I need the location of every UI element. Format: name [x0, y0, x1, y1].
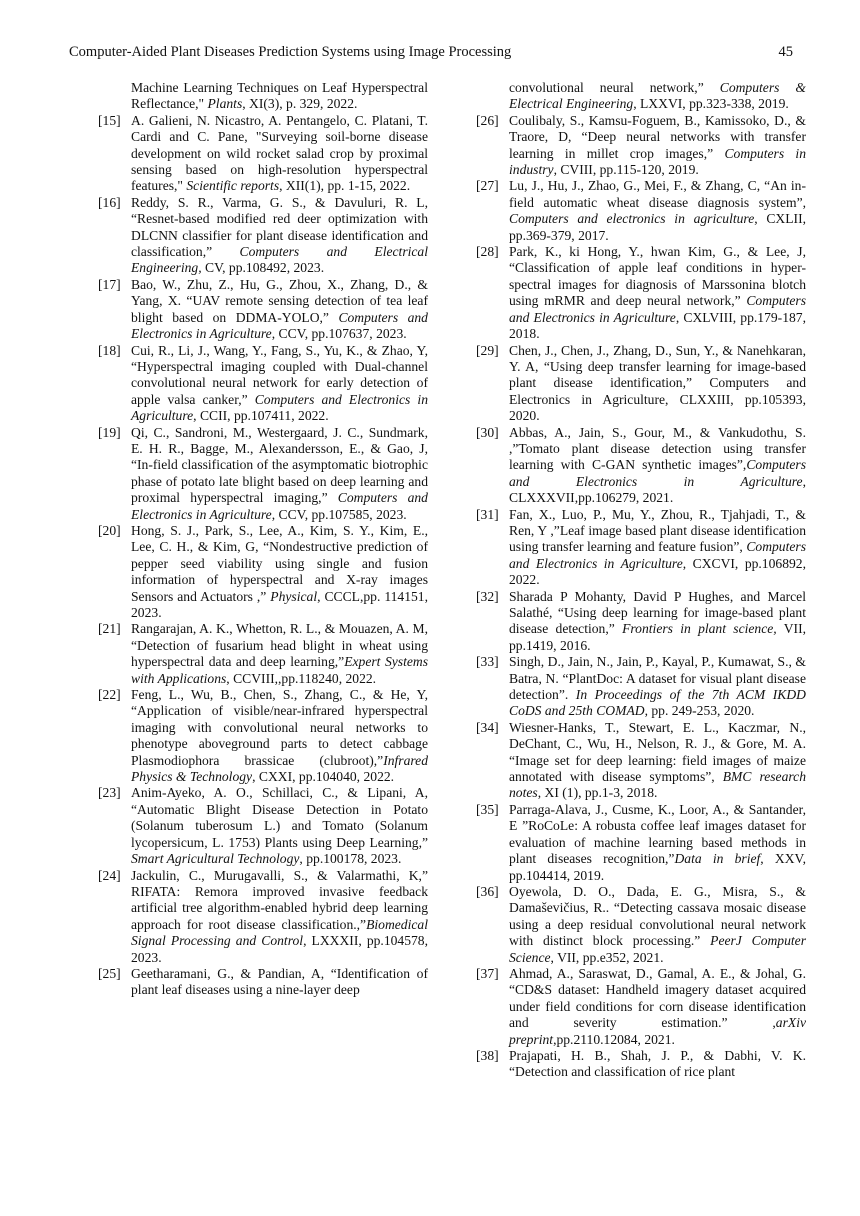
- reference-text: , CCVIII,,pp.118240, 2022.: [226, 670, 377, 686]
- reference-text: , VII, pp.e352, 2021.: [550, 949, 664, 965]
- reference-number: [29]: [476, 342, 499, 358]
- reference-text: , CLXXXVII,pp.106279, 2021.: [509, 473, 806, 506]
- reference-entry: [98, 687, 428, 785]
- running-title: Computer-Aided Plant Diseases Prediction Systems using Image Processing: [69, 44, 512, 60]
- reference-text: ,pp.2110.12084, 2021.: [553, 1031, 675, 1047]
- page-number: 45: [778, 44, 793, 60]
- reference-entry: [476, 425, 806, 507]
- running-header: [69, 44, 793, 64]
- reference-entry: [476, 802, 806, 884]
- reference-text: Feng, L., Wu, B., Chen, S., Zhang, C., & He, Y, “Application of visible/near-infrared hyperspectral imaging with convolutional neural networks to phenotype aboveground parts to detect cabbage Plasmodiophora brassicae (clubroot),”: [131, 687, 428, 768]
- reference-number: [38]: [476, 1047, 499, 1063]
- reference-number: [30]: [476, 424, 499, 440]
- reference-number: [16]: [98, 194, 121, 210]
- reference-entry: [476, 178, 806, 244]
- reference-venue: Frontiers in plant science,: [622, 621, 777, 637]
- reference-text: Bao, W., Zhu, Z., Hu, G., Zhou, X., Zhang, D., & Yang, X. “UAV remote sensing detection of tea leaf blight based on DDMA-YOLO,”: [131, 276, 428, 325]
- reference-number: [17]: [98, 276, 121, 292]
- reference-number: [23]: [98, 785, 121, 801]
- reference-entry: [98, 966, 428, 999]
- reference-entry: [476, 113, 806, 179]
- reference-number: [22]: [98, 687, 121, 703]
- reference-text: VII, pp.1419, 2016.: [509, 621, 806, 653]
- reference-entry: [476, 720, 806, 802]
- reference-number: [36]: [476, 883, 499, 899]
- reference-text: , pp. 249-253, 2020.: [644, 703, 755, 719]
- reference-text: Reddy, S. R., Varma, G. S., & Davuluri, R. L, “Resnet-based modified red deer optimization with DLCNN classifier for plant disease identification and classification,”: [131, 194, 428, 260]
- reference-text: , CXCVI, pp.106892, 2022.: [509, 555, 806, 588]
- reference-text: Coulibaly, S., Kamsu-Foguem, B., Kamissoko, D., & Traore, D, “Deep neural networks with transfer learning in millet crop images,”: [509, 112, 806, 161]
- reference-venue: Data in brief: [674, 851, 761, 867]
- reference-entry: [476, 654, 806, 720]
- reference-venue: Scientific reports: [186, 178, 280, 194]
- reference-text: Singh, D., Jain, N., Jain, P., Kayal, P., Kumawat, S., & Batra, N. “PlantDoc: A dataset for visual plant disease detection”.: [509, 654, 806, 703]
- reference-entry: [476, 343, 806, 425]
- reference-entry: [476, 966, 806, 1048]
- reference-entry: [98, 868, 428, 966]
- reference-text: Parraga-Alava, J., Cusme, K., Loor, A., & Santander, E ”RoCoLe: A robusta coffee leaf images dataset for evaluation of machine learning based methods in plant diseases recognition,”: [509, 801, 806, 867]
- reference-venue: In Proceedings of the 7th ACM IKDD CoDS and 25th COMAD: [509, 687, 806, 719]
- reference-text: Rangarajan, A. K., Whetton, R. L., & Mouazen, A. M, “Detection of fusarium head blight in wheat using hyperspectral data and deep learning,”: [131, 621, 428, 670]
- reference-number: [21]: [98, 621, 121, 637]
- reference-text: Jackulin, C., Murugavalli, S., & Valarmathi, K,” RIFATA: Remora improved invasive feedback artificial tree algorithm-enabled hybrid deep learning approach for root disease classification.,”: [131, 867, 428, 932]
- reference-text: A. Galieni, N. Nicastro, A. Pentangelo, C. Platani, T. Cardi and C. Pane, "Surveying soil-borne disease development on wild rocket salad crop by proximal sensing based on high-resolution hyperspectral features,": [131, 112, 428, 194]
- reference-number: [34]: [476, 719, 499, 735]
- reference-text: , CCCL,pp. 114151, 2023.: [131, 588, 428, 620]
- reference-venue: Smart Agricultural Technology: [131, 851, 300, 867]
- reference-text: convolutional neural network,”: [509, 80, 720, 95]
- reference-venue: Computers and Electronics in Agriculture: [131, 391, 428, 424]
- reference-text: , LXXVI, pp.323-338, 2019.: [633, 96, 789, 112]
- reference-venue: Computers and Electronics in Agriculture: [509, 457, 806, 489]
- reference-venue: Biomedical Signal Processing and Control: [131, 916, 428, 949]
- reference-entry: [476, 884, 806, 966]
- reference-entry: [476, 1048, 806, 1081]
- reference-text: Chen, J., Chen, J., Zhang, D., Sun, Y., & Nanehkaran, Y. A, “Using deep transfer learning for image-based plant disease identification,” Computers and Electronics in Agriculture, CLXXIII, pp.105393, 2020.: [509, 342, 806, 424]
- reference-entry: [98, 113, 428, 195]
- reference-venue: Physical: [270, 588, 318, 604]
- right-column: [476, 80, 806, 1081]
- reference-venue: Computers & Electrical Engineering: [509, 80, 807, 112]
- reference-text: , CCV, pp.107585, 2023.: [271, 506, 407, 522]
- reference-venue: Plants: [207, 96, 243, 112]
- reference-venue: Computers and Electrical Engineering,: [131, 244, 428, 276]
- reference-text: , CVIII, pp.115-120, 2019.: [553, 162, 699, 178]
- reference-number: [15]: [98, 112, 121, 128]
- reference-text: Geetharamani, G., & Pandian, A, “Identification of plant leaf diseases using a nine-layer deep: [131, 965, 428, 998]
- reference-entry: [98, 195, 428, 277]
- reference-entry: [476, 507, 806, 589]
- reference-text: , XI (1), pp.1-3, 2018.: [537, 785, 658, 801]
- reference-text: , CCII, pp.107411, 2022.: [193, 408, 329, 424]
- reference-number: [24]: [98, 867, 121, 883]
- reference-entry: [98, 80, 428, 113]
- reference-venue: Computers and Electronics in Agriculture: [509, 539, 806, 571]
- reference-text: Hong, S. J., Park, S., Lee, A., Kim, S. Y., Kim, E., Lee, C. H., & Kim, G, “Nondestructive prediction of pepper seed viability using single and fusion information of hyperspectral and X-ray images Sensors and Actuators ,”: [131, 522, 428, 604]
- reference-venue: Expert Systems with Applications: [131, 654, 428, 686]
- reference-text: Oyewola, D. O., Dada, E. G., Misra, S., & Damaševičius, R.. “Detecting cassava mosaic disease using a deep residual convolutional neural network with distinct block processing.”: [509, 883, 806, 949]
- reference-text: Wiesner-Hanks, T., Stewart, E. L., Kaczmar, N., DeChant, C., Wu, H., Nelson, R. J., & Gore, M. A. “Image set for deep learning: field images of maize annotated with disease symptoms”,: [509, 719, 806, 785]
- reference-venue: Computers and electronics in agriculture: [509, 211, 755, 227]
- left-column: [98, 80, 428, 999]
- reference-text: Park, K., ki Hong, Y., hwan Kim, G., & Lee, J, “Classification of apple leaf conditions in hyper-spectral images for diagnosis of Marssonina blotch using mRMR and deep neural network,”: [509, 244, 806, 309]
- reference-venue: Computers and Electronics in Agriculture: [131, 309, 428, 342]
- reference-text: Sharada P Mohanty, David P Hughes, and Marcel Salathé, “Using deep learning for image-based plant disease detection,”: [509, 588, 806, 637]
- reference-text: Lu, J., Hu, J., Zhao, G., Mei, F., & Zhang, C, “An in-field automatic wheat disease diagnosis system”,: [509, 178, 806, 210]
- reference-venue: Computers in industry: [509, 145, 806, 178]
- reference-text: Cui, R., Li, J., Wang, Y., Fang, S., Yu, K., & Zhao, Y, “Hyperspectral imaging coupled with Dual-channel convolutional neural network for early detection of apple valsa canker,”: [131, 342, 428, 407]
- reference-number: [27]: [476, 178, 499, 194]
- reference-text: , CXXI, pp.104040, 2022.: [252, 769, 395, 785]
- reference-text: , XII(1), pp. 1-15, 2022.: [279, 178, 411, 194]
- reference-entry: [98, 277, 428, 343]
- reference-venue: arXiv preprint: [509, 1015, 806, 1047]
- reference-venue: PeerJ Computer Science: [509, 933, 807, 965]
- reference-number: [33]: [476, 654, 499, 670]
- reference-venue: BMC research notes: [509, 769, 806, 801]
- reference-entry: [98, 621, 428, 687]
- reference-entry: [476, 589, 806, 655]
- reference-entry: [98, 523, 428, 621]
- reference-number: [37]: [476, 965, 499, 981]
- reference-entry: [98, 425, 428, 523]
- reference-text: , XXV, pp.104414, 2019.: [509, 851, 806, 883]
- reference-text: Ahmad, A., Saraswat, D., Gamal, A. E., & Johal, G. “CD&S dataset: Handheld imagery dataset acquired under field conditions for corn disease identification and severity estimation.” ,: [509, 965, 806, 1031]
- reference-text: , CXLII, pp.369-379, 2017.: [509, 211, 806, 243]
- reference-venue: Computers and Electronics in Agriculture: [509, 293, 806, 325]
- reference-entry: [98, 785, 428, 867]
- reference-text: Qi, C., Sandroni, M., Westergaard, J. C., Sundmark, E. H. R., Bagge, M., Alexandersson, E., & Gao, J, “In-field classification of the asymptomatic biotrophic phase of potato late blight based on deep learning and proximal hyperspectral imaging,”: [131, 424, 428, 506]
- reference-text: CV, pp.108492, 2023.: [201, 260, 325, 276]
- reference-number: [31]: [476, 506, 499, 522]
- reference-number: [28]: [476, 244, 499, 260]
- reference-number: [19]: [98, 424, 121, 440]
- reference-number: [32]: [476, 588, 499, 604]
- reference-entry: [476, 244, 806, 342]
- reference-text: Anim-Ayeko, A. O., Schillaci, C., & Lipani, A, “Automatic Blight Disease Detection in Potato (Solanum tuberosum L.) and Tomato (Solanum lycopersicum, L. 1753) Plants using Deep Learning,”: [131, 785, 428, 850]
- reference-entry: [476, 80, 806, 113]
- reference-number: [20]: [98, 522, 121, 538]
- reference-text: , XI(3), p. 329, 2022.: [242, 96, 358, 112]
- reference-venue: Infrared Physics & Technology: [131, 752, 428, 785]
- reference-text: , pp.100178, 2023.: [299, 851, 402, 867]
- reference-entry: [98, 343, 428, 425]
- reference-number: [26]: [476, 112, 499, 128]
- reference-text: , CCV, pp.107637, 2023.: [271, 326, 407, 342]
- reference-text: Abbas, A., Jain, S., Gour, M., & Vankudothu, S. ,”Tomato plant disease detection using transfer learning with C-GAN synthetic images”,: [509, 424, 806, 473]
- reference-text: , CXLVIII, pp.179-187, 2018.: [509, 309, 806, 342]
- reference-number: [25]: [98, 965, 121, 981]
- reference-text: Prajapati, H. B., Shah, J. P., & Dabhi, V. K. “Detection and classification of rice plant: [509, 1047, 806, 1080]
- reference-text: , LXXXII, pp.104578, 2023.: [131, 933, 428, 965]
- reference-number: [18]: [98, 342, 121, 358]
- reference-number: [35]: [476, 801, 499, 817]
- reference-venue: Computers and Electronics in Agriculture: [131, 490, 428, 522]
- reference-text: Machine Learning Techniques on Leaf Hyperspectral Reflectance,": [131, 80, 428, 112]
- reference-text: Fan, X., Luo, P., Mu, Y., Zhou, R., Tjahjadi, T., & Ren, Y ,”Leaf image based plant disease identification using transfer learning and feature fusion”,: [509, 506, 806, 555]
